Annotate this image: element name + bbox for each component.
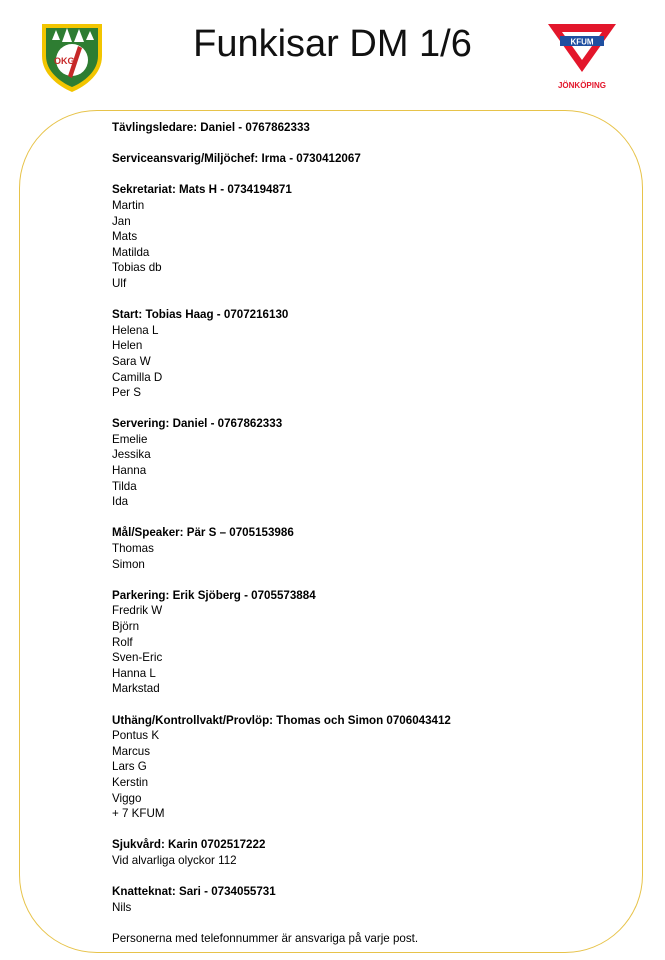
member-name: Fredrik W — [112, 604, 163, 618]
member-name: Björn — [112, 620, 140, 633]
section-heading: Tävlingsledare: Daniel - 0767862333 — [112, 121, 310, 134]
member-name: Jan — [112, 214, 131, 228]
member-name: Per S — [112, 386, 141, 400]
section-heading: Uthäng/Kontrollvakt/Provlöp: Thomas och Simon 0706043412 — [112, 713, 451, 727]
member-name: Viggo — [112, 791, 142, 805]
section — [112, 884, 632, 915]
member-name: Rolf — [112, 635, 133, 649]
member-name: Thomas — [112, 542, 154, 556]
member-name: Mats — [112, 230, 138, 244]
section — [112, 120, 632, 136]
staff-list — [112, 120, 632, 946]
section — [112, 837, 632, 868]
member-name: Lars G — [112, 760, 147, 774]
member-name: Simon — [112, 557, 145, 571]
member-name: + 7 KFUM — [112, 807, 165, 821]
member-name: Tilda — [112, 479, 137, 493]
section-heading: Parkering: Erik Sjöberg - 0705573884 — [112, 588, 316, 602]
section — [112, 307, 632, 401]
member-name: Helen — [112, 339, 143, 353]
kfum-logo-subtext: JÖNKÖPING — [557, 81, 607, 90]
member-name: Sara W — [112, 354, 151, 368]
member-name: Kerstin — [112, 775, 149, 789]
member-name: Tobias db — [112, 261, 162, 275]
section-heading: Serviceansvarig/Miljöchef: Irma - 0730412067 — [112, 152, 361, 166]
member-name: Marcus — [112, 744, 151, 758]
page-title: Funkisar DM 1/6 — [193, 23, 472, 65]
member-name: Hanna — [112, 464, 147, 478]
member-name: Helena L — [112, 323, 159, 337]
member-name: Vid alvarliga olyckor 112 — [112, 853, 237, 867]
okg-logo — [38, 18, 106, 94]
member-name: Pontus K — [112, 729, 160, 743]
section — [112, 151, 632, 167]
member-name: Jessika — [112, 448, 151, 462]
section — [112, 525, 632, 572]
section — [112, 713, 632, 822]
kfum-logo — [546, 22, 618, 92]
member-name: Camilla D — [112, 370, 163, 384]
section-heading: Sekretariat: Mats H - 0734194871 — [112, 183, 292, 197]
kfum-logo-text: KFUM — [570, 37, 594, 47]
member-name: Hanna L — [112, 666, 156, 680]
member-name: Emelie — [112, 432, 148, 446]
section-heading: Start: Tobias Haag - 0707216130 — [112, 308, 289, 322]
member-name: Ida — [112, 495, 129, 509]
section — [112, 588, 632, 697]
member-name: Matilda — [112, 245, 150, 259]
section-heading: Servering: Daniel - 0767862333 — [112, 417, 283, 431]
member-name: Sven-Eric — [112, 651, 163, 665]
member-name: Martin — [112, 198, 145, 212]
member-name: Ulf — [112, 276, 127, 290]
member-name: Nils — [112, 900, 132, 914]
member-name: Markstad — [112, 682, 160, 696]
footer-note: Personerna med telefonnummer är ansvariga på varje post. — [112, 931, 419, 945]
section — [112, 182, 632, 291]
section-heading: Knatteknat: Sari - 0734055731 — [112, 885, 276, 899]
section-heading: Sjukvård: Karin 0702517222 — [112, 838, 266, 852]
okg-logo-text: OKG — [54, 56, 75, 66]
section-heading: Mål/Speaker: Pär S – 0705153986 — [112, 526, 294, 540]
section — [112, 416, 632, 510]
